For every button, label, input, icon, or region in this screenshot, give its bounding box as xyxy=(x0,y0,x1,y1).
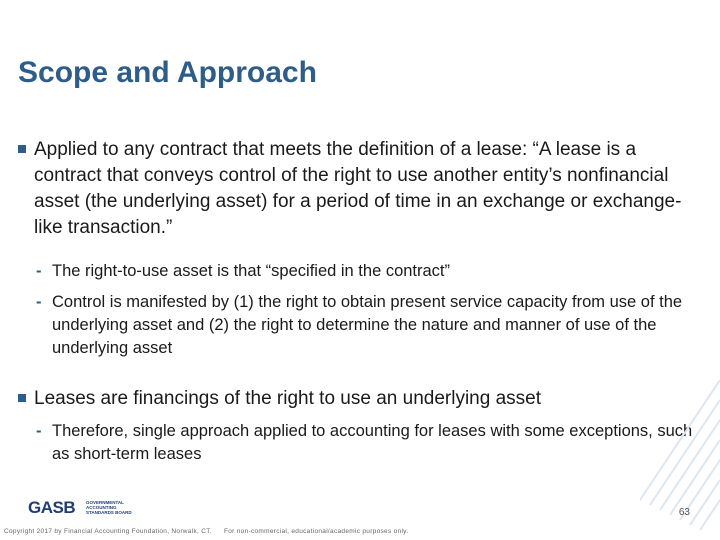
bullet-1-sub-1-text: The right-to-use asset is that “specified in the contract” xyxy=(52,262,451,280)
sub-marker: - xyxy=(36,422,42,440)
page-number: 63 xyxy=(678,507,690,518)
bullet-1 xyxy=(18,137,698,241)
bullet-1-text: Applied to any contract that meets the definition of a lease: “A lease is a contract that conveys control of the right to use another entity’s nonfinancial asset (the underlying asset) for a period of time in an exchange or exchange-like transaction.” xyxy=(34,139,682,238)
bullet-marker xyxy=(18,145,26,153)
bullet-2 xyxy=(18,386,698,412)
logo-line: ACCOUNTING xyxy=(86,505,117,510)
sub-marker: - xyxy=(36,262,42,280)
bullet-2-sub-1 xyxy=(36,420,696,466)
logo-subtitle xyxy=(86,500,146,515)
footer-usage: For non-commercial, educational/academic purposes only. xyxy=(223,528,409,535)
bullet-2-text: Leases are financings of the right to use an underlying asset xyxy=(34,388,541,409)
sub-marker: - xyxy=(36,293,42,311)
bullet-1-sub-1 xyxy=(36,260,696,283)
logo-mark: GASB xyxy=(28,498,76,517)
gasb-logo xyxy=(28,498,138,520)
footer xyxy=(4,528,418,535)
bullet-marker xyxy=(18,394,26,402)
logo-line: GOVERNMENTAL xyxy=(86,500,124,505)
logo-line: STANDARDS BOARD xyxy=(86,510,132,515)
bullet-1-sub-2 xyxy=(36,291,696,360)
footer-copyright: Copyright 2017 by Financial Accounting Foundation, Norwalk, CT. xyxy=(4,528,212,535)
bullet-1-sub-2-text: Control is manifested by (1) the right to obtain present service capacity from use of the underlying asset and (2) the right to determine the nature and manner of use of the underlying asset xyxy=(52,293,683,357)
bullet-2-sub-1-text: Therefore, single approach applied to accounting for leases with some exceptions, such as short-term leases xyxy=(52,422,693,463)
slide-title: Scope and Approach xyxy=(18,56,317,89)
